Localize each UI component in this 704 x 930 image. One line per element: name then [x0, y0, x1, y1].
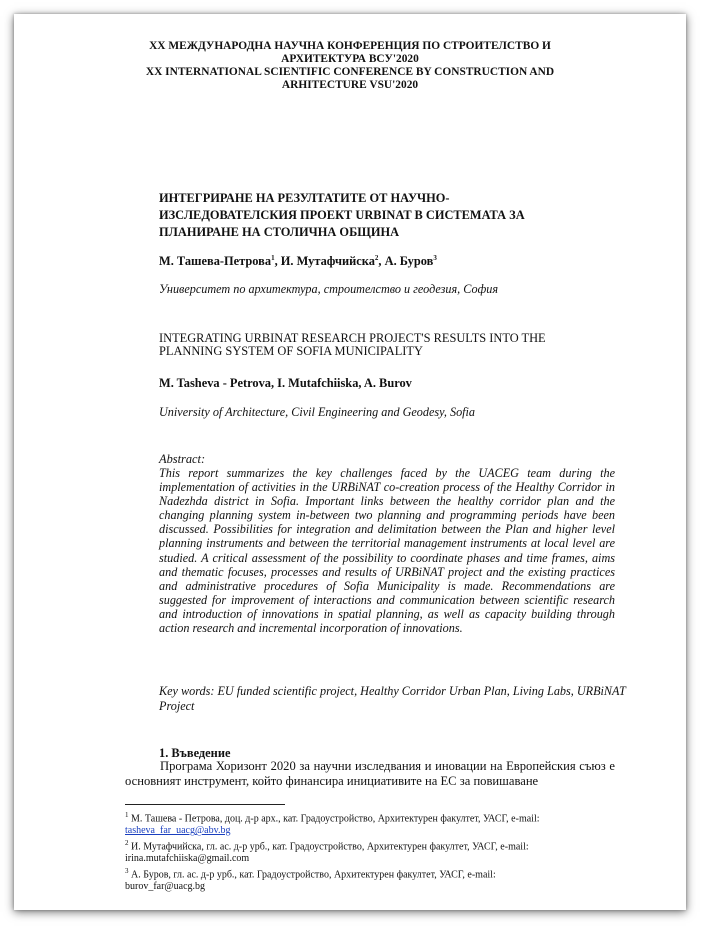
footnote-marker: 1 — [271, 254, 275, 262]
paper-title-bg — [159, 190, 604, 241]
author-name: М. Ташева-Петрова — [159, 254, 272, 269]
affiliation-bg: Университет по архитектура, строителство и геодезия, София — [159, 282, 498, 296]
keywords: Key words: EU funded scientific project, Healthy Corridor Urban Plan, Living Labs, URBiNAT Project — [159, 684, 626, 713]
footnote-3 — [125, 866, 605, 893]
footnote-number: 2 — [125, 838, 129, 847]
email-text: irina.mutafchiiska@gmail.com — [125, 853, 250, 865]
section-title: 1. Въведение — [159, 746, 231, 760]
email-link[interactable]: tasheva_far_uacg@abv.bg — [125, 825, 231, 837]
footnote-divider — [125, 804, 285, 805]
footnote-text: М. Ташева - Петрова, доц. д-р арх., кат. Градоустройство, Архитектурен факултет, УАСГ, e-mail: — [131, 813, 540, 825]
title-line: ПЛАНИРАНЕ НА СТОЛИЧНА ОБЩИНА — [159, 225, 400, 239]
abstract-label: Abstract: — [159, 452, 206, 466]
title-line: ИНТЕГРИРАНЕ НА РЕЗУЛТАТИТЕ ОТ НАУЧНО- — [159, 191, 450, 205]
footnote-marker: 2 — [374, 254, 379, 262]
affiliation-en: University of Architecture, Civil Engineering and Geodesy, Sofia — [159, 405, 476, 419]
header-line: XX INTERNATIONAL SCIENTIFIC CONFERENCE BY CONSTRUCTION AND — [145, 66, 555, 78]
authors-en: M. Tasheva - Petrova, I. Mutafchiiska, A. Burov — [159, 376, 412, 390]
title-line: PLANNING SYSTEM OF SOFIA MUNICIPALITY — [159, 344, 423, 358]
author-name: И. Мутафчийска — [280, 254, 375, 269]
footnote-text: И. Мутафчийска, гл. ас. д-р урб., кат. Градоустройство, Архитектурен факултет, УАСГ, e-mail: — [131, 841, 529, 853]
footnote-text: А. Буров, гл. ас. д-р урб., кат. Градоустройство, Архитектурен факултет, УАСГ, e-mail: — [131, 869, 496, 881]
paper-title-en — [159, 332, 629, 358]
title-line: ИЗСЛЕДОВАТЕЛСКИЯ ПРОЕКТ URBINAT В СИСТЕМАТА ЗА — [159, 208, 525, 222]
header-line: ARHITECTURE VSU'2020 — [281, 79, 419, 91]
footnote-2 — [125, 838, 605, 865]
conference-header — [64, 40, 636, 92]
footnote-1 — [125, 810, 605, 837]
footnotes — [125, 810, 605, 894]
title-line: INTEGRATING URBINAT RESEARCH PROJECT'S RESULTS INTO THE — [159, 331, 546, 345]
document-page — [14, 14, 686, 910]
header-line: XX МЕЖДУНАРОДНА НАУЧНА КОНФЕРЕНЦИЯ ПО СТРОИТЕЛСТВО И — [149, 40, 551, 52]
author-name: А. Буров — [384, 254, 434, 269]
email-text: burov_far@uacg.bg — [125, 880, 206, 892]
footnote-marker: 3 — [433, 254, 437, 262]
abstract-text: This report summarizes the key challenges faced by the UACEG team during the implementation of activities in the URBiNAT co-creation process of the Healthy Corridor in Nadezhda district in Sofia. Important links between the healthy corridor plan and the changing planning system in-between two planning and programming periods have been discussed. Possibilities for integration and delimitation between the Plan and higher level planning instruments and between the territorial management instruments at local level are studied. A critical assessment of the possibility to coordinate phases and time frames, aims and thematic focuses, processes and results of URBiNAT project and the existing practices and administrative procedures of Sofia Municipality is made. Recommendations are suggested for improvement of interactions and communication between scientific research and introduction of innovations in spatial planning, as well as capacity building through action research and incremental incorporation of innovations. — [159, 466, 615, 636]
footnote-number: 1 — [125, 811, 129, 819]
authors-bg: М. Ташева-Петрова$^1$, И. Мутафчийска$^2$, А. Буров$^3$ — [159, 254, 437, 269]
footnote-number: 3 — [125, 866, 129, 875]
section-paragraph: Програма Хоризонт 2020 за научни изследвания и иновации на Европейския съюз е основният инструмент, който финансира инициативите на ЕС за повишаване — [125, 759, 615, 788]
header-line: АРХИТЕКТУРА ВСУ'2020 — [281, 53, 419, 65]
